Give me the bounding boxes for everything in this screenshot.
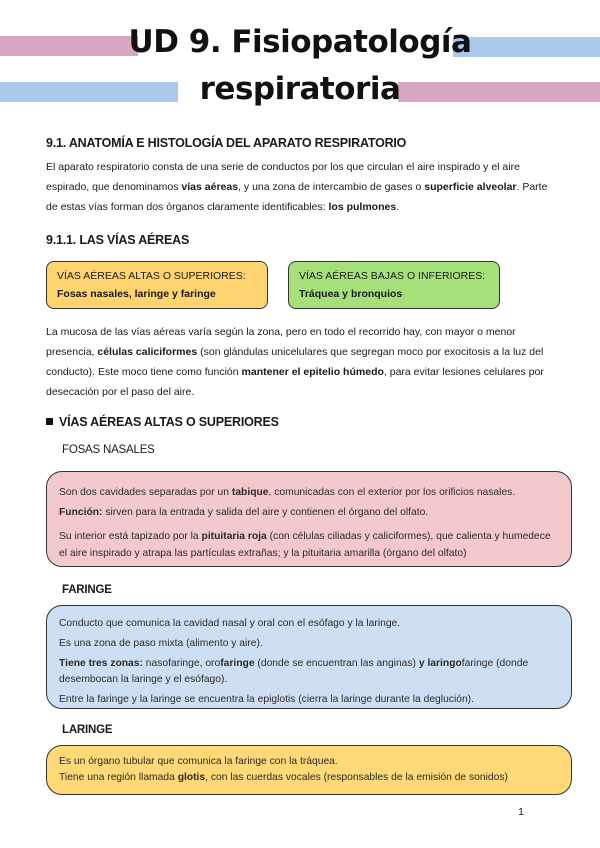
page-title-line-1: UD 9. Fisiopatología xyxy=(128,24,472,60)
faringe-line-2: Es una zona de paso mixta (alimento y aire). xyxy=(59,638,263,649)
fosas-nasales-box xyxy=(46,471,572,567)
intro-paragraph: El aparato respiratorio consta de una serie de conductos por los que circulan el aire inspirado y el aire espirado, que denominamos vías aéreas, y una zona de intercambio de gases o superficie alveolar. Parte de estas vías forman dos órganos claramente identificables: los pulmones. xyxy=(46,161,548,213)
upper-airways-items: Fosas nasales, laringe y faringe xyxy=(57,288,216,300)
upper-airways-title: VÍAS AÉREAS ALTAS O SUPERIORES: xyxy=(57,270,246,282)
laringe-box xyxy=(46,745,572,795)
lower-airways-title: VÍAS AÉREAS BAJAS O INFERIORES: xyxy=(299,270,486,282)
faringe-line-3: Tiene tres zonas: nasofaringe, orofaringe (donde se encuentran las anginas) y laringofaringe (donde desembocan la laringe y el esófago). xyxy=(59,658,529,685)
lower-airways-pill xyxy=(288,261,500,309)
section-heading: 9.1. ANATOMÍA E HISTOLOGÍA DEL APARATO RESPIRATORIO xyxy=(46,136,407,150)
faringe-box xyxy=(46,605,572,709)
laringe-line-1: Es un órgano tubular que comunica la faringe con la tráquea. xyxy=(59,756,338,767)
faringe-heading: FARINGE xyxy=(62,584,112,596)
page-number: 1 xyxy=(518,806,524,818)
upper-airways-heading: VÍAS AÉREAS ALTAS O SUPERIORES xyxy=(46,415,279,429)
page-title-line-2: respiratoria xyxy=(199,71,401,107)
laringe-line-2: Tiene una región llamada glotis, con las cuerdas vocales (responsables de la emisión de sonidos) xyxy=(59,772,508,783)
upper-airways-pill xyxy=(46,261,268,309)
fosas-line-1: Son dos cavidades separadas por un tabique, comunicadas con el exterior por los orificios nasales. xyxy=(59,487,516,498)
fosas-nasales-heading: FOSAS NASALES xyxy=(62,444,155,456)
lower-airways-items: Tráquea y bronquios xyxy=(299,288,403,300)
laringe-heading: LARINGE xyxy=(62,724,113,736)
subsection-heading: 9.1.1. LAS VÍAS AÉREAS xyxy=(46,233,190,247)
faringe-line-4: Entre la faringe y la laringe se encuentra la epiglotis (cierra la laringe durante la deglución). xyxy=(59,694,474,705)
fosas-line-3: Su interior está tapizado por la pituitaria roja (con células ciliadas y caliciformes), que calienta y humedece el aire inspirado y atrapa las partículas extrañas; y la pituitaria amarilla (órgano del olfato) xyxy=(59,531,551,559)
mucosa-paragraph: La mucosa de las vías aéreas varía según la zona, pero en todo el recorrido hay, con mayor o menor presencia, células caliciformes (son glándulas unicelulares que segregan moco por exocitosis a la luz del conducto). Este moco tiene como función mantener el epitelio húmedo, para evitar lesiones celulares por desecación por el paso del aire. xyxy=(46,326,544,398)
faringe-line-1: Conducto que comunica la cavidad nasal y oral con el esófago y la laringe. xyxy=(59,618,401,629)
square-bullet-icon xyxy=(46,418,53,425)
fosas-line-2: Función: sirven para la entrada y salida del aire y contienen el órgano del olfato. xyxy=(59,507,429,518)
